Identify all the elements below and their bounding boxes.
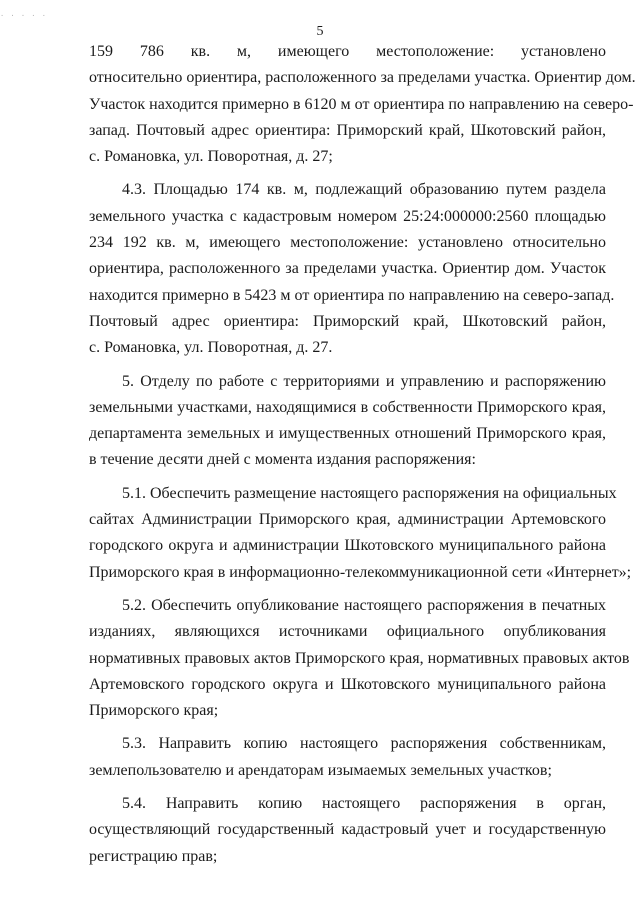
paragraph-5-4 <box>89 791 606 870</box>
paragraph-5 <box>89 369 606 474</box>
paragraph-continuation <box>89 39 636 170</box>
text-line: в течение десяти дней с момента издания распоряжения: <box>89 451 476 469</box>
text-line: изданиях, являющихся источниками официального опубликования <box>89 623 606 641</box>
document-body <box>89 39 636 870</box>
text-line: нормативных правовых актов Приморского края, нормативных правовых актов <box>89 649 630 667</box>
text-line: землепользователю и арендаторам изымаемых земельных участков; <box>89 761 552 779</box>
paragraph-5-1 <box>89 481 632 586</box>
text-line: с. Романовка, ул. Поворотная, д. 27; <box>89 148 333 166</box>
text-line: Почтовый адрес ориентира: Приморский край, Шкотовский район, <box>89 312 606 330</box>
text-line: 5.1. Обеспечить размещение настоящего распоряжения на официальных <box>122 484 617 502</box>
text-line: ориентира, расположенного за пределами участка. Ориентир дом. Участок <box>89 260 606 278</box>
text-line: 4.3. Площадью 174 кв. м, подлежащий образованию путем раздела <box>122 181 606 199</box>
text-line: земельными участками, находящимися в собственности Приморского края, <box>89 398 606 416</box>
text-line: 5.3. Направить копию настоящего распоряжения собственникам, <box>122 735 606 753</box>
text-line: сайтах Администрации Приморского края, администрации Артемовского <box>89 511 606 529</box>
text-line: 234 192 кв. м, имеющего местоположение: установлено относительно <box>89 234 606 252</box>
text-line: 159 786 кв. м, имеющего местоположение: установлено <box>89 43 606 60</box>
text-line: 5.2. Обеспечить опубликование настоящего распоряжения в печатных <box>122 596 606 614</box>
text-line: с. Романовка, ул. Поворотная, д. 27. <box>89 339 333 357</box>
text-line: Участок находится примерно в 6120 м от ориентира по направлению на северо- <box>89 95 634 113</box>
scan-margin-marks: · · · · · <box>0 12 47 20</box>
text-line: запад. Почтовый адрес ориентира: Приморский край, Шкотовский район, <box>89 121 606 139</box>
text-line: 5. Отделу по работе с территориями и управлению и распоряжению <box>122 372 606 390</box>
paragraph-4-3 <box>89 177 615 361</box>
text-line: Приморского края в информационно-телекоммуникационной сети «Интернет»; <box>89 563 632 581</box>
paragraph-5-3 <box>89 731 606 784</box>
text-line: департамента земельных и имущественных отношений Приморского края, <box>89 425 606 443</box>
text-line: Приморского края; <box>89 702 219 720</box>
text-line: относительно ориентира, расположенного за пределами участка. Ориентир дом. <box>89 69 636 87</box>
paragraph-5-2 <box>89 593 630 724</box>
text-line: Артемовского городского округа и Шкотовского муниципального района <box>89 675 606 693</box>
text-line: 5.4. Направить копию настоящего распоряжения в орган, <box>122 795 606 813</box>
text-line: осуществляющий государственный кадастровый учет и государственную <box>89 821 606 839</box>
page-number: 5 <box>316 24 324 39</box>
text-line: городского округа и администрации Шкотовского муниципального района <box>89 537 606 555</box>
text-line: регистрацию прав; <box>89 847 218 865</box>
text-line: находится примерно в 5423 м от ориентира по направлению на северо-запад. <box>89 286 615 304</box>
text-line: земельного участка с кадастровым номером 25:24:000000:2560 площадью <box>89 207 606 225</box>
